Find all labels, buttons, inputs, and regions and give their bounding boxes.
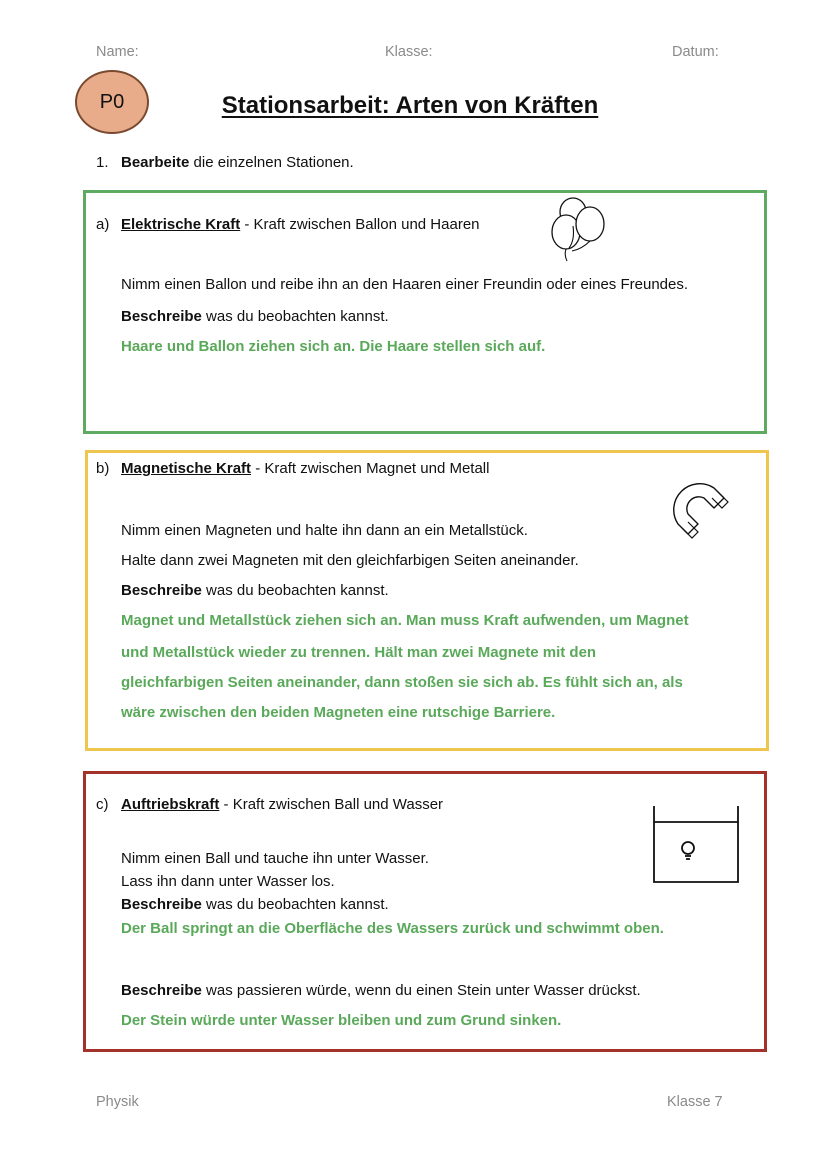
section-b-label: b) <box>96 460 110 477</box>
section-c-describe-rest: was du beobachten kannst. <box>201 896 389 913</box>
section-b-describe <box>121 582 389 599</box>
section-a-describe-rest: was du beobachten kannst. <box>201 308 389 325</box>
section-c-describe-bold: Beschreibe <box>121 896 202 913</box>
section-c-instruction-1: Nimm einen Ball und tauche ihn unter Wasser. <box>121 850 429 867</box>
section-c-heading <box>96 796 443 813</box>
section-a-subtitle: - Kraft zwischen Ballon und Haaren <box>240 216 480 233</box>
section-c-describe2-rest: was passieren würde, wenn du einen Stein unter Wasser drückst. <box>201 982 641 999</box>
section-c-answer: Der Ball springt an die Oberfläche des Wassers zurück und schwimmt oben. <box>121 920 664 937</box>
section-b-instruction-1: Nimm einen Magneten und halte ihn dann an ein Metallstück. <box>121 522 528 539</box>
section-b-answer-line-3: gleichfarbigen Seiten aneinander, dann stoßen sie sich ab. Es fühlt sich an, als <box>121 674 683 691</box>
name-label: Name: <box>96 44 139 60</box>
horseshoe-magnet-icon <box>666 476 740 544</box>
page-title: Stationsarbeit: Arten von Kräften <box>221 92 599 119</box>
section-b-describe-bold: Beschreibe <box>121 582 202 599</box>
section-c-instruction-2: Lass ihn dann unter Wasser los. <box>121 873 335 890</box>
section-c-title: Auftriebskraft <box>121 796 220 813</box>
task-instruction <box>96 154 354 171</box>
section-c-describe <box>121 896 389 913</box>
class-label: Klasse: <box>385 44 433 60</box>
section-a-describe <box>121 308 389 325</box>
footer-grade: Klasse 7 <box>667 1094 723 1110</box>
section-a-answer: Haare und Ballon ziehen sich an. Die Haare stellen sich auf. <box>121 338 546 355</box>
section-c-describe2-bold: Beschreibe <box>121 982 202 999</box>
task-rest: die einzelnen Stationen. <box>189 154 354 171</box>
section-a-heading <box>96 216 480 233</box>
date-label: Datum: <box>672 44 719 60</box>
section-a-label: a) <box>96 216 110 233</box>
section-c-label: c) <box>96 796 109 813</box>
section-c-describe-2 <box>121 982 641 999</box>
task-number: 1. <box>96 154 109 171</box>
section-b-answer-line-2: und Metallstück wieder zu trennen. Hält man zwei Magnete mit den <box>121 644 597 661</box>
section-a-title: Elektrische Kraft <box>121 216 241 233</box>
section-a-describe-bold: Beschreibe <box>121 308 202 325</box>
section-b-answer-line-4: wäre zwischen den beiden Magneten eine rutschige Barriere. <box>121 704 556 721</box>
footer-subject: Physik <box>96 1094 139 1110</box>
task-bold: Bearbeite <box>121 154 190 171</box>
section-b-answer-line-1: Magnet und Metallstück ziehen sich an. Man muss Kraft aufwenden, um Magnet <box>121 612 689 629</box>
section-c-answer-2: Der Stein würde unter Wasser bleiben und zum Grund sinken. <box>121 1012 562 1029</box>
section-b-title: Magnetische Kraft <box>121 460 252 477</box>
section-b-describe-rest: was du beobachten kannst. <box>201 582 389 599</box>
badge-text: P0 <box>99 90 125 113</box>
balloons-icon <box>546 196 610 262</box>
section-b-instruction-2: Halte dann zwei Magneten mit den gleichfarbigen Seiten aneinander. <box>121 552 579 569</box>
section-b-subtitle: - Kraft zwischen Magnet und Metall <box>251 460 490 477</box>
section-b-heading <box>96 460 489 477</box>
water-tank-ball-icon <box>648 804 744 886</box>
section-a-instruction: Nimm einen Ballon und reibe ihn an den Haaren einer Freundin oder eines Freundes. <box>121 276 689 293</box>
section-c-subtitle: - Kraft zwischen Ball und Wasser <box>219 796 444 813</box>
